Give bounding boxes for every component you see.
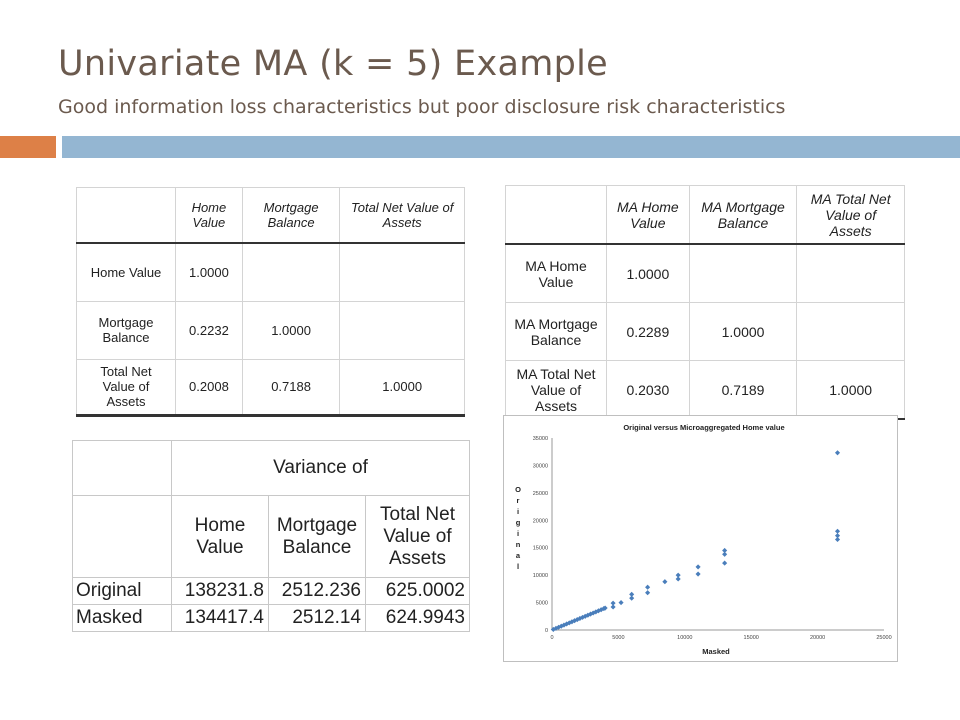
y-axis-label-char: g: [515, 518, 521, 527]
accent-bar-orange: [0, 136, 56, 158]
y-tick-label: 20000: [532, 518, 548, 525]
y-tick-label: 25000: [532, 490, 548, 497]
header-text: MA Mortgage Balance: [701, 198, 785, 231]
corner-cell: [73, 441, 172, 496]
header-home-value: [172, 496, 269, 578]
row-label: [77, 301, 176, 359]
row-label: [77, 359, 176, 415]
data-point: [835, 529, 840, 534]
table-cell: 1.0000: [176, 243, 243, 301]
table-cell: [797, 303, 905, 361]
scatter-chart-svg: [504, 416, 897, 661]
table-cell: 0.2232: [176, 301, 243, 359]
data-point: [645, 585, 650, 590]
header-ma-mortgage-balance: [689, 186, 797, 245]
table-cell: [340, 301, 465, 359]
data-point: [629, 592, 634, 597]
y-tick-label: 30000: [532, 463, 548, 470]
y-axis-label: [515, 485, 521, 571]
y-axis-label-char: r: [516, 496, 520, 505]
y-axis-label-char: n: [515, 540, 521, 549]
row-label-text: Mortgage Balance: [98, 315, 154, 345]
x-tick-label: 10000: [677, 635, 693, 641]
header-text: Mortgage Balance: [276, 514, 358, 558]
accent-bar-blue: [62, 136, 960, 158]
table-cell: 0.7188: [242, 359, 340, 415]
table-cell: 624.9943: [366, 605, 470, 632]
row-label-text: MA Home Value: [525, 257, 587, 290]
header-home-value: Home Value: [176, 188, 243, 244]
y-axis-label-char: i: [516, 507, 520, 516]
table-cell: 1.0000: [242, 301, 340, 359]
corner-cell: [506, 186, 607, 245]
corner-cell: [77, 188, 176, 244]
data-point: [722, 548, 727, 553]
data-point: [835, 450, 840, 455]
table-cell: 2512.236: [269, 578, 366, 605]
data-point: [662, 579, 667, 584]
row-label: [506, 361, 607, 420]
table-cell: 625.0002: [366, 578, 470, 605]
y-tick-label: 35000: [532, 436, 548, 442]
table-cell: 2512.14: [269, 605, 366, 632]
table-cell: 1.0000: [607, 244, 690, 303]
data-point: [676, 573, 681, 578]
header-text: Total Net Value of Assets: [380, 503, 455, 569]
row-label: [506, 244, 607, 303]
header-text: Home Value: [194, 514, 246, 558]
data-points: [551, 450, 840, 632]
data-point: [722, 561, 727, 566]
y-tick-label: 5000: [535, 600, 548, 607]
x-tick-label: 25000: [876, 635, 892, 641]
header-total-net-value: Total Net Value of Assets: [340, 188, 465, 244]
table-cell: 1.0000: [340, 359, 465, 415]
table-cell: 0.2008: [176, 359, 243, 415]
header-ma-home-value: [607, 186, 690, 245]
table-cell: [242, 243, 340, 301]
table-cell: 138231.8: [172, 578, 269, 605]
table-cell: 1.0000: [689, 303, 797, 361]
row-label-masked: Masked: [73, 605, 172, 632]
row-label-original: Original: [73, 578, 172, 605]
x-tick-label: 15000: [743, 635, 759, 641]
y-tick-label: 0: [544, 628, 548, 634]
data-point: [611, 601, 616, 606]
row-label-text: Total Net Value of Assets: [100, 364, 152, 409]
table-cell: 0.2289: [607, 303, 690, 361]
corner-cell: [73, 496, 172, 578]
data-point: [696, 572, 701, 577]
x-tick-label: 0: [550, 635, 554, 641]
x-tick-label: 20000: [809, 635, 826, 641]
chart-title: Original versus Microaggregated Home value: [623, 423, 785, 432]
header-total-net-value: [366, 496, 470, 578]
scatter-chart: [503, 415, 898, 662]
row-label-text: MA Total Net Value of Assets: [516, 365, 596, 414]
table-cell: [797, 244, 905, 303]
row-label: [506, 303, 607, 361]
slide-subtitle: Good information loss characteristics but poor disclosure risk characteristics: [58, 96, 786, 118]
y-tick-label: 15000: [532, 545, 548, 552]
table-cell: [340, 243, 465, 301]
row-label: Home Value: [77, 243, 176, 301]
x-axis-label: Masked: [702, 647, 730, 656]
y-axis-label-char: O: [515, 485, 521, 494]
header-mortgage-balance: [269, 496, 366, 578]
data-point: [619, 600, 624, 605]
table-cell: 134417.4: [172, 605, 269, 632]
variance-group-header: Variance of: [172, 441, 470, 496]
data-point: [835, 533, 840, 538]
header-text: MA Total Net Value of Assets: [810, 190, 891, 239]
variance-table: [72, 440, 470, 632]
header-ma-total-net-value: [797, 186, 905, 245]
header-mortgage-balance: Mortgage Balance: [242, 188, 340, 244]
data-point: [696, 564, 701, 569]
ma-correlation-table: [505, 185, 905, 420]
y-axis-label-char: i: [516, 529, 520, 538]
table-cell: 1.0000: [797, 361, 905, 420]
x-tick-label: 5000: [612, 635, 625, 641]
table-cell: 0.2030: [607, 361, 690, 420]
table-cell: 0.7189: [689, 361, 797, 420]
table-cell: [689, 244, 797, 303]
original-correlation-table: [76, 187, 465, 417]
axes: [552, 438, 884, 630]
y-axis-label-char: a: [515, 551, 521, 560]
data-point: [645, 590, 650, 595]
header-text: MA Home Value: [616, 198, 679, 231]
y-axis-label-char: l: [516, 562, 520, 571]
row-label-text: MA Mortgage Balance: [514, 315, 598, 348]
slide-title: Univariate MA (k = 5) Example: [58, 44, 608, 84]
y-tick-label: 10000: [532, 573, 548, 580]
